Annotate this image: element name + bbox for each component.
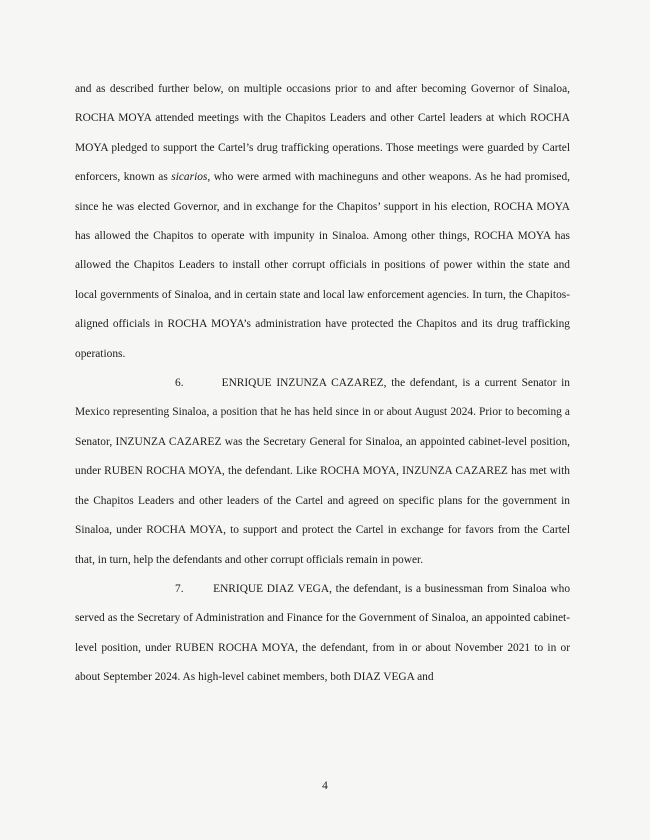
page-number: 4: [322, 780, 328, 792]
paragraph-text: ENRIQUE INZUNZA CAZAREZ, the defendant, is a current Senator in Mexico representing Sinaloa, a position that he has held since in or about August 2024. Prior to becoming a Senator, INZUNZA CAZAREZ was the Secretary General for Sinaloa, an appointed cabinet-level position, under RUBEN ROCHA MOYA, the defendant. Like ROCHA MOYA, INZUNZA CAZAREZ has met with the Chapitos Leaders and other leaders of the Cartel and agreed on specific plans for the government in Sinaloa, under ROCHA MOYA, to support and protect the Cartel in exchange for favors from the Cartel that, in turn, help the defendants and other corrupt officials remain in power.: [75, 377, 570, 566]
paragraph-text-before: and as described further below, on multiple occasions prior to and after becoming Governor of Sinaloa, ROCHA MOYA attended meetings with the Chapitos Leaders and other Cartel leaders at which ROCHA MOYA pledged to support the Cartel’s drug trafficking operations. Those meetings were guarded by Cartel enforcers, known as: [75, 83, 570, 184]
paragraph-text-after: , who were armed with machineguns and other weapons. As he had promised, since he was elected Governor, and in exchange for the Chapitos’ support in his election, ROCHA MOYA has allowed the Chapitos to operate with impunity in Sinaloa. Among other things, ROCHA MOYA has allowed the Chapitos Leaders to install other corrupt officials in positions of power within the state and local governments of Sinaloa, and in certain state and local law enforcement agencies. In turn, the Chapitos-aligned officials in ROCHA MOYA’s administration have protected the Chapitos and its drug trafficking operations.: [75, 171, 570, 360]
paragraph-text: ENRIQUE DIAZ VEGA, the defendant, is a businessman from Sinaloa who served as the Secretary of Administration and Finance for the Government of Sinaloa, an appointed cabinet-level position, under RUBEN ROCHA MOYA, the defendant, from in or about November 2021 to in or about September 2024. As high-level cabinet members, both DIAZ VEGA and: [75, 582, 571, 684]
paragraph-number: 7.: [175, 582, 184, 595]
paragraph-7: [75, 575, 570, 693]
italic-term: sicarios: [171, 171, 208, 184]
paragraph-continued: [75, 75, 570, 369]
paragraph-6: [75, 369, 570, 575]
paragraph-number: 6.: [175, 377, 184, 390]
